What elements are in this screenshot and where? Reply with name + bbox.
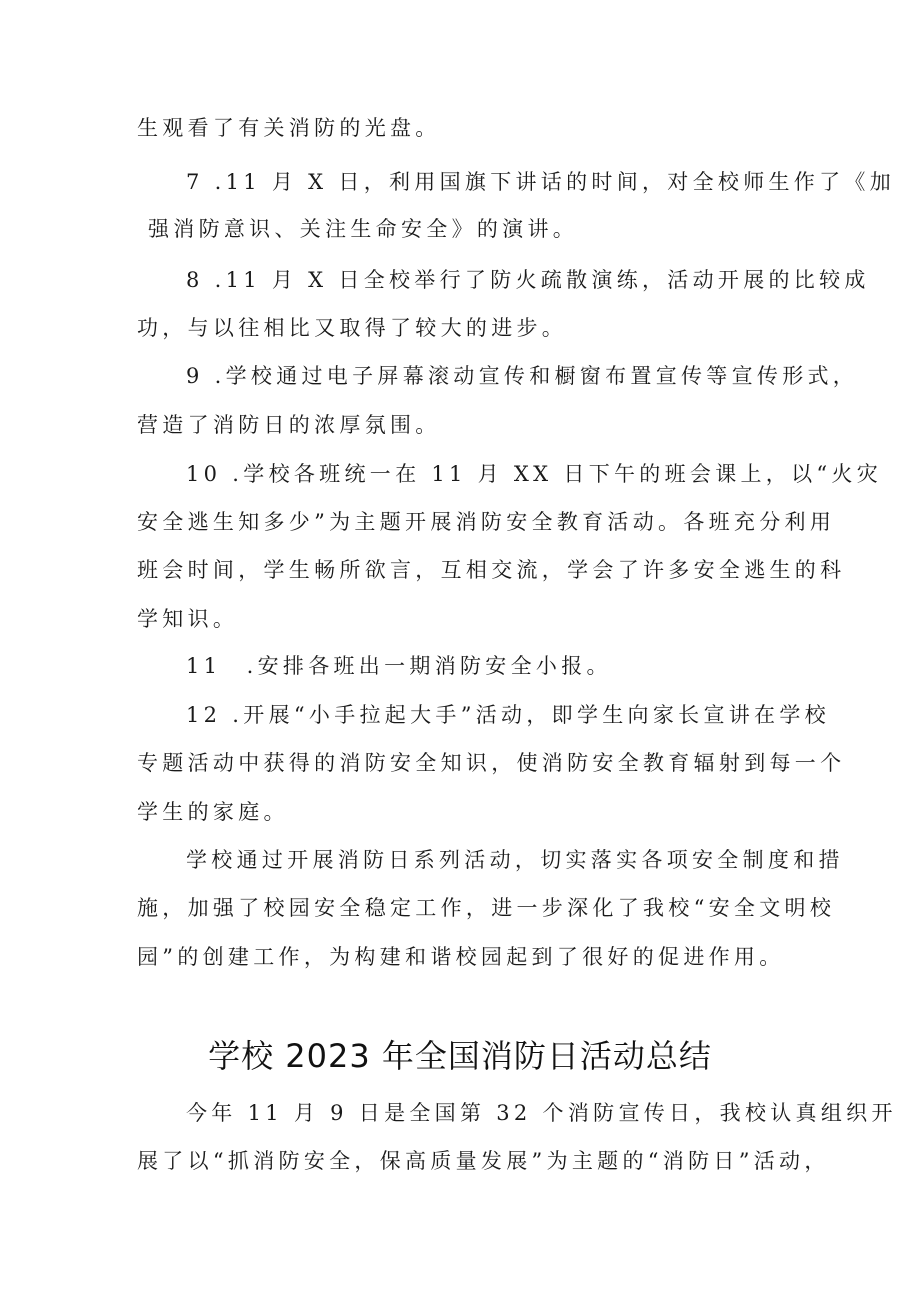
- section-title: 学校 2023 年全国消防日活动总结: [208, 1037, 712, 1075]
- list-item-11-line-1: 11 .安排各班出一期消防安全小报。: [186, 654, 612, 678]
- intro-line-1: 今年 11 月 9 日是全国第 32 个消防宣传日，我校认真组织开: [186, 1101, 897, 1125]
- list-item-10-line-2: 安全逃生知多少”为主题开展消防安全教育活动。各班充分利用: [137, 510, 836, 534]
- list-item-7-line-2: 强消防意识、关注生命安全》的演讲。: [137, 217, 579, 241]
- list-item-12-line-3: 学生的家庭。: [137, 800, 289, 824]
- list-item-12-line-1: 12 .开展“小手拉起大手”活动，即学生向家长宣讲在学校: [186, 703, 830, 727]
- list-item-9-line-2: 营造了消防日的浓厚氛围。: [137, 413, 441, 437]
- list-item-9-line-1: 9 .学校通过电子屏幕滚动宣传和橱窗布置宣传等宣传形式，: [186, 364, 859, 388]
- intro-line-2: 展了以“抓消防安全，保高质量发展”为主题的“消防日”活动，: [137, 1149, 830, 1173]
- conclusion-line-3: 园”的创建工作，为构建和谐校园起到了很好的促进作用。: [137, 945, 785, 969]
- list-item-8-line-2: 功，与以往相比又取得了较大的进步。: [137, 316, 568, 340]
- list-item-10-line-4: 学知识。: [137, 607, 239, 631]
- list-item-7-line-1: 7 .11 月 X 日，利用国旗下讲话的时间，对全校师生作了《加: [186, 170, 896, 194]
- list-item-12-line-2: 专题活动中获得的消防安全知识，使消防安全教育辐射到每一个: [137, 751, 846, 775]
- conclusion-line-1: 学校通过开展消防日系列活动，切实落实各项安全制度和措: [186, 848, 844, 872]
- list-item-10-line-3: 班会时间，学生畅所欲言，互相交流，学会了许多安全逃生的科: [137, 558, 846, 582]
- paragraph-line: 生观看了有关消防的光盘。: [137, 116, 441, 140]
- list-item-10-line-1: 10 .学校各班统一在 11 月 XX 日下午的班会课上，以“火灾: [186, 462, 883, 486]
- list-item-8-line-1: 8 .11 月 X 日全校举行了防火疏散演练，活动开展的比较成: [186, 268, 870, 292]
- conclusion-line-2: 施，加强了校园安全稳定工作，进一步深化了我校“安全文明校: [137, 896, 836, 920]
